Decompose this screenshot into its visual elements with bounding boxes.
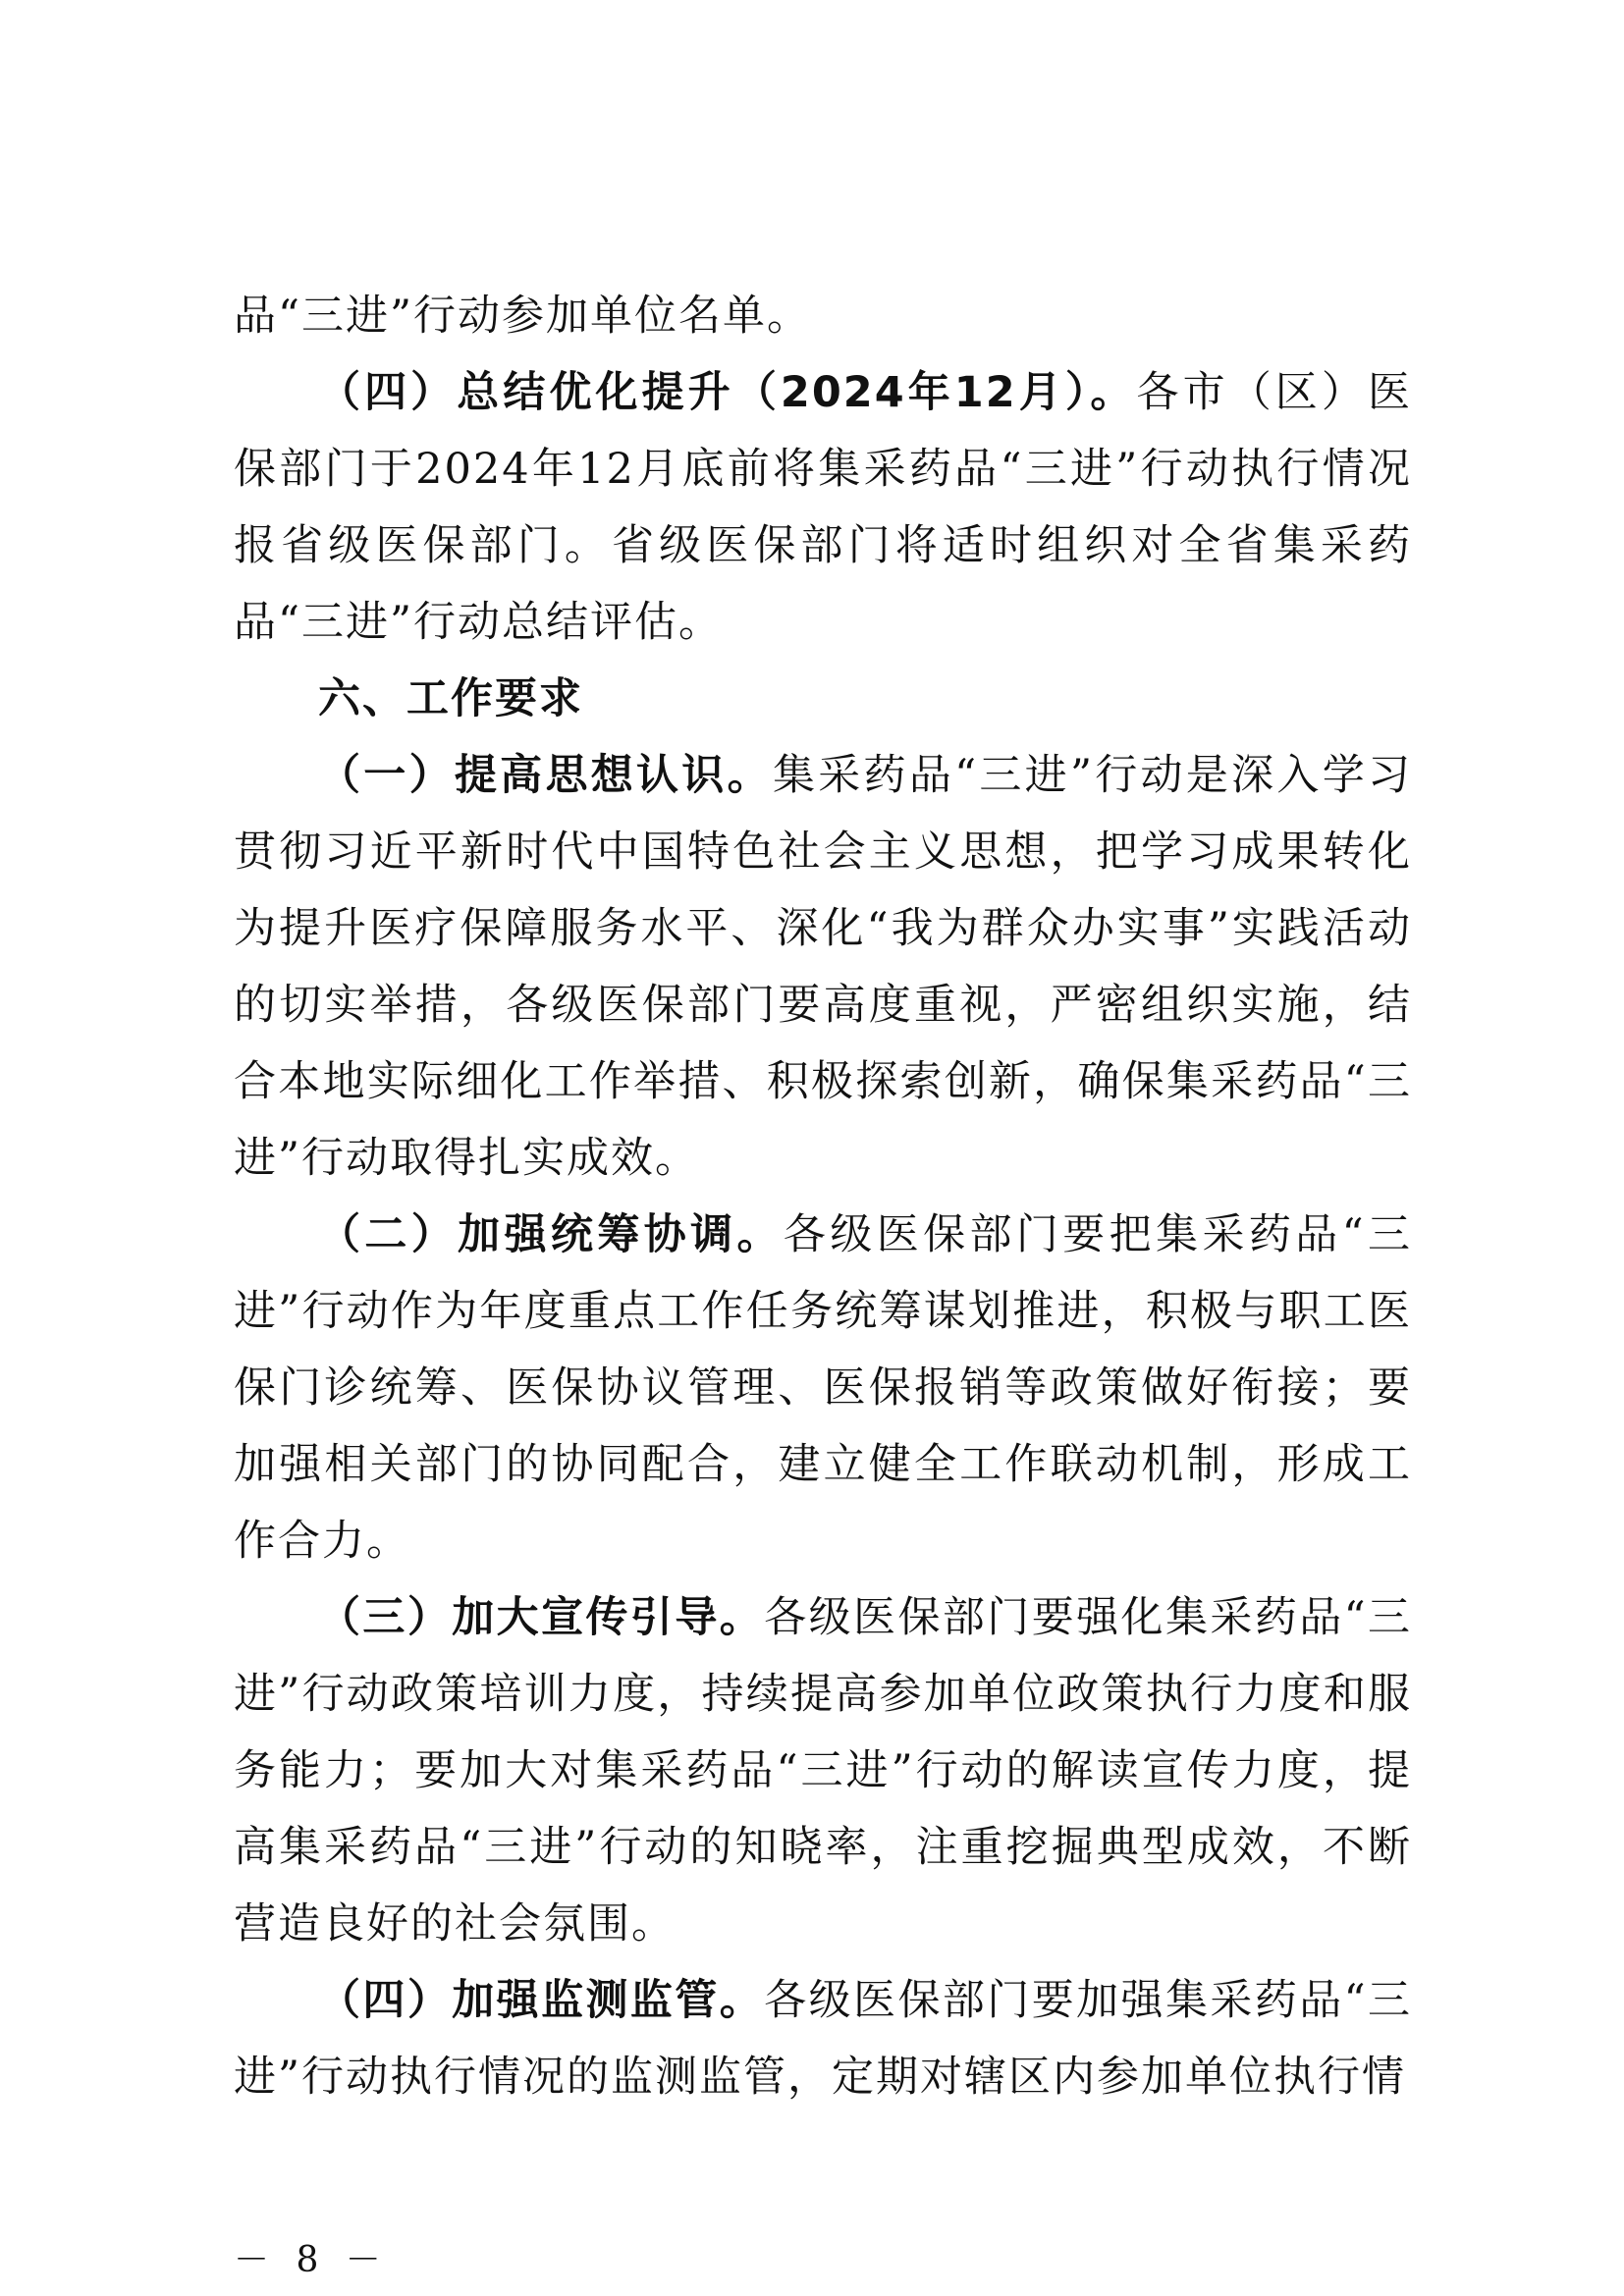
paragraph-title: （四）加强监测监管。 (318, 1976, 765, 2025)
paragraph-title: （四）总结优化提升（2024年12月）。 (318, 368, 1137, 417)
section-heading-work-requirements: 六、工作要求 (318, 674, 583, 723)
paragraph-text: 各市（区）医保部门于2024年12月底前将集采药品“三进”行动执行情况报省级医保部门。省级医保部门将适时组织对全省集采药品“三进”行动总结评估。 (234, 368, 1412, 647)
paragraph-text: 各级医保部门要把集采药品“三进”行动作为年度重点工作任务统筹谋划推进，积极与职工医保门诊统筹、医保协议管理、医保报销等政策做好衔接；要加强相关部门的协同配合，建立健全工作联动机制，形成工作合力。 (234, 1210, 1413, 1566)
paragraph-title: （一）提高思想认识。 (318, 751, 773, 800)
paragraph-monitoring (234, 1962, 1412, 2115)
paragraph-text: 各级医保部门要加强集采药品“三进”行动执行情况的监测监管，定期对辖区内参加单位执行情 (234, 1976, 1413, 2102)
paragraph-continuation (234, 278, 1412, 354)
page-number: － 8 － (234, 2240, 389, 2280)
paragraph-title: （二）加强统筹协调。 (318, 1210, 784, 1259)
paragraph-raise-awareness (234, 737, 1412, 1197)
paragraph-title: （三）加大宣传引导。 (318, 1593, 765, 1642)
document-body (234, 278, 1412, 2115)
paragraph-text: 品“三进”行动参加单位名单。 (234, 292, 811, 341)
paragraph-summary-optimization (234, 354, 1412, 661)
paragraph-text: 集采药品“三进”行动是深入学习贯彻习近平新时代中国特色社会主义思想，把学习成果转化为提升医疗保障服务水平、深化“我为群众办实事”实践活动的切实举措，各级医保部门要高度重视，严密组织实施，结合本地实际细化工作举措、积极探索创新，确保集采药品“三进”行动取得扎实成效。 (234, 751, 1413, 1183)
paragraph-text: 各级医保部门要强化集采药品“三进”行动政策培训力度，持续提高参加单位政策执行力度和服务能力；要加大对集采药品“三进”行动的解读宣传力度，提高集采药品“三进”行动的知晓率，注重挖掘典型成效，不断营造良好的社会氛围。 (234, 1593, 1413, 1949)
paragraph-coordination (234, 1197, 1412, 1579)
paragraph-publicity (234, 1579, 1412, 1962)
